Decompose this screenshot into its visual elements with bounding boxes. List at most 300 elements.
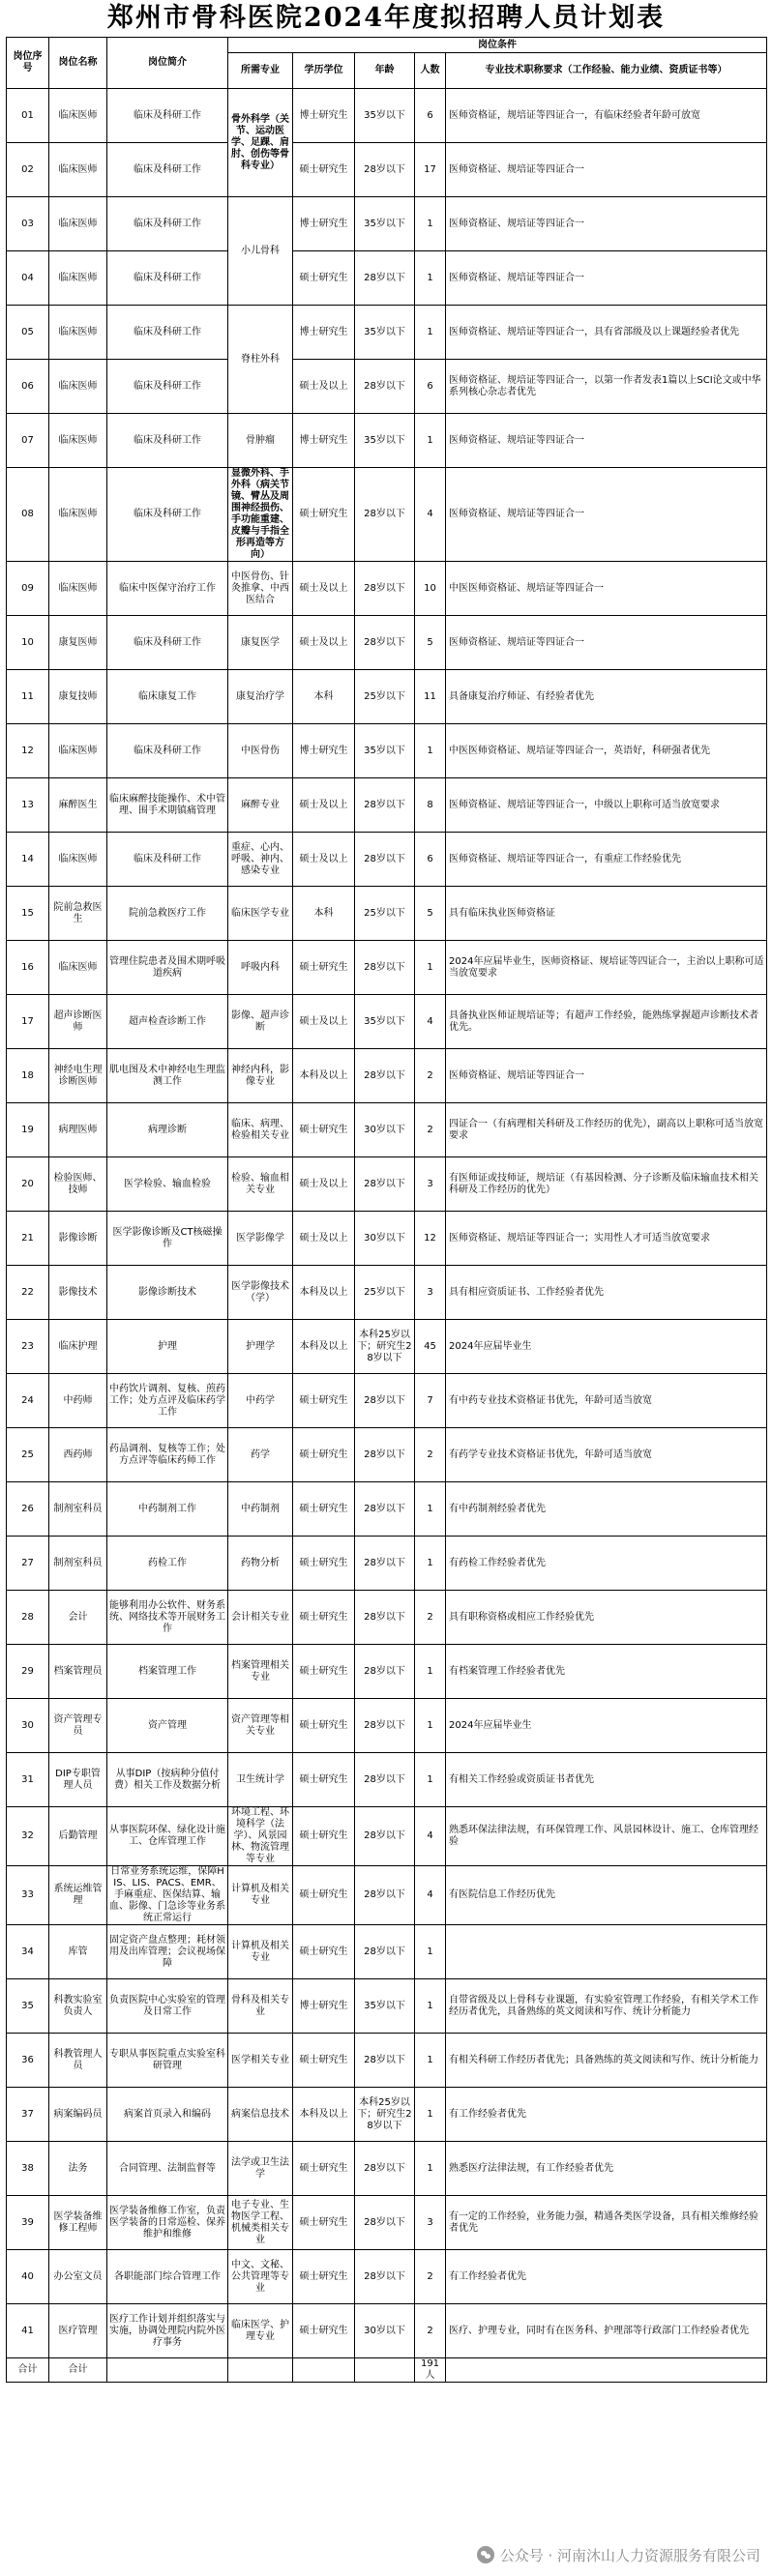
- row-req: 医疗、护理专业，同时有在医务科、护理部等行政部门工作经验者优先: [446, 2304, 767, 2358]
- row-intro: 影像诊断技术: [107, 1266, 228, 1320]
- row-major: 呼吸内科: [228, 941, 293, 995]
- row-edu: 硕士及以上: [293, 1157, 355, 1212]
- row-name: 临床医师: [49, 251, 107, 306]
- row-count: 2: [415, 1428, 446, 1482]
- row-count: 6: [415, 360, 446, 414]
- row-edu: 硕士研究生: [293, 1374, 355, 1428]
- row-seq: 03: [7, 197, 49, 251]
- row-count: 10: [415, 562, 446, 616]
- row-intro: 肌电图及术中神经电生理监测工作: [107, 1049, 228, 1103]
- header-conditions: 岗位条件: [228, 38, 767, 53]
- table-body: [7, 89, 767, 2358]
- row-name: DIP专职管理人员: [49, 1753, 107, 1807]
- row-intro: 资产管理: [107, 1699, 228, 1753]
- row-edu: 硕士及以上: [293, 833, 355, 887]
- row-name: 临床医师: [49, 306, 107, 360]
- row-intro: 管理住院患者及围术期呼吸道疾病: [107, 941, 228, 995]
- row-age: 28岁以下: [355, 1049, 415, 1103]
- row-intro: 中药制剂工作: [107, 1482, 228, 1537]
- row-req: 有药检工作经验者优先: [446, 1537, 767, 1591]
- table-row: [7, 1753, 767, 1807]
- row-major: 病案信息技术: [228, 2088, 293, 2142]
- row-edu: 硕士及以上: [293, 562, 355, 616]
- row-req: 2024年应届毕业生: [446, 1320, 767, 1374]
- row-edu: 硕士研究生: [293, 1699, 355, 1753]
- header-intro: 岗位简介: [107, 38, 228, 89]
- row-intro: 固定资产盘点整理；耗材领用及出库管理；会议视场保障: [107, 1925, 228, 1979]
- row-major: 药学: [228, 1428, 293, 1482]
- row-major: 电子专业、生物医学工程、机械类相关专业: [228, 2196, 293, 2250]
- row-age: 25岁以下: [355, 1266, 415, 1320]
- row-count: 1: [415, 197, 446, 251]
- row-age: 28岁以下: [355, 2142, 415, 2196]
- row-intro: 临床麻醉技能操作、术中管理、围手术期镇痛管理: [107, 778, 228, 833]
- table-row: [7, 1049, 767, 1103]
- row-age: 35岁以下: [355, 724, 415, 778]
- row-age: 28岁以下: [355, 1699, 415, 1753]
- row-age: 28岁以下: [355, 143, 415, 197]
- row-edu: 本科: [293, 670, 355, 724]
- row-name: 制剂室科员: [49, 1482, 107, 1537]
- row-edu: 博士研究生: [293, 414, 355, 468]
- row-edu: 硕士及以上: [293, 1212, 355, 1266]
- row-req: 医师资格证、规培证等四证合一，中级以上职称可适当放宽要求: [446, 778, 767, 833]
- row-age: 本科25岁以下；研究生28岁以下: [355, 2088, 415, 2142]
- row-count: 4: [415, 1866, 446, 1925]
- row-req: 有相关工作经验或资质证书者优先: [446, 1753, 767, 1807]
- row-seq: 06: [7, 360, 49, 414]
- row-req: 2024年应届毕业生: [446, 1699, 767, 1753]
- row-edu: 硕士及以上: [293, 616, 355, 670]
- table-row: [7, 468, 767, 562]
- row-age: 28岁以下: [355, 2250, 415, 2304]
- row-edu: 本科: [293, 887, 355, 941]
- row-intro: 临床及科研工作: [107, 468, 228, 562]
- row-intro: 病案首页录入和编码: [107, 2088, 228, 2142]
- row-major: 卫生统计学: [228, 1753, 293, 1807]
- row-req: 医师资格证、规培证等四证合一: [446, 468, 767, 562]
- row-intro: 医学检验、输血检验: [107, 1157, 228, 1212]
- row-req: 医师资格证、规培证等四证合一: [446, 616, 767, 670]
- table-row: [7, 1537, 767, 1591]
- row-req: 有医师证或技师证，规培证（有基因检测、分子诊断及临床输血技术相关科研及工作经历的优先）: [446, 1157, 767, 1212]
- row-intro: 合同管理、法制监督等: [107, 2142, 228, 2196]
- row-name: 康复技师: [49, 670, 107, 724]
- row-req: 有档案管理工作经验者优先: [446, 1645, 767, 1699]
- row-name: 临床医师: [49, 360, 107, 414]
- row-seq: 27: [7, 1537, 49, 1591]
- row-count: 1: [415, 724, 446, 778]
- watermark: [477, 2541, 760, 2570]
- table-row: [7, 1482, 767, 1537]
- row-count: 1: [415, 1537, 446, 1591]
- table-row: [7, 2196, 767, 2250]
- row-name: 法务: [49, 2142, 107, 2196]
- row-intro: 中药饮片调剂、复核、煎药工作；处方点评及临床药学工作: [107, 1374, 228, 1428]
- row-major: 医学影像技术（学）: [228, 1266, 293, 1320]
- row-name: 医疗管理: [49, 2304, 107, 2358]
- row-seq: 15: [7, 887, 49, 941]
- total-count: 191人: [415, 2358, 446, 2383]
- row-age: 30岁以下: [355, 1212, 415, 1266]
- row-name: 办公室文员: [49, 2250, 107, 2304]
- row-seq: 08: [7, 468, 49, 562]
- row-edu: 硕士研究生: [293, 468, 355, 562]
- row-intro: 能够利用办公软件、财务系统、网络技术等开展财务工作: [107, 1591, 228, 1645]
- row-intro: 负责医院中心实验室的管理及日常工作: [107, 1979, 228, 2034]
- row-count: 2: [415, 1591, 446, 1645]
- row-count: 1: [415, 2034, 446, 2088]
- table-row: [7, 1979, 767, 2034]
- row-age: 35岁以下: [355, 995, 415, 1049]
- row-name: 临床医师: [49, 833, 107, 887]
- table-row: [7, 2088, 767, 2142]
- row-name: 西药师: [49, 1428, 107, 1482]
- row-intro: 超声检查诊断工作: [107, 995, 228, 1049]
- row-name: 院前急救医生: [49, 887, 107, 941]
- table-row: [7, 670, 767, 724]
- row-name: 临床医师: [49, 724, 107, 778]
- row-edu: 硕士研究生: [293, 251, 355, 306]
- row-age: 28岁以下: [355, 1866, 415, 1925]
- row-intro: 医学装备维修工作室，负责医学装备的日常巡检、保养维护和维修: [107, 2196, 228, 2250]
- row-count: 1: [415, 1753, 446, 1807]
- row-seq: 18: [7, 1049, 49, 1103]
- row-edu: 硕士研究生: [293, 1591, 355, 1645]
- row-major: 脊柱外科: [228, 306, 293, 414]
- row-age: 28岁以下: [355, 1753, 415, 1807]
- row-name: 医学装备维修工程师: [49, 2196, 107, 2250]
- row-seq: 41: [7, 2304, 49, 2358]
- row-age: 28岁以下: [355, 1374, 415, 1428]
- row-intro: 临床及科研工作: [107, 143, 228, 197]
- row-intro: 临床及科研工作: [107, 89, 228, 143]
- row-req: 医师资格证，规培证等四证合一，有临床经验者年龄可放宽: [446, 89, 767, 143]
- row-name: 临床医师: [49, 562, 107, 616]
- table-row: [7, 1266, 767, 1320]
- row-count: 1: [415, 1979, 446, 2034]
- row-count: 1: [415, 414, 446, 468]
- row-req: 熟悉环保法律法规，有环保管理工作、风景园林设计、施工、仓库管理经验: [446, 1807, 767, 1866]
- row-seq: 33: [7, 1866, 49, 1925]
- row-edu: 硕士研究生: [293, 1537, 355, 1591]
- table-row: [7, 2034, 767, 2088]
- row-edu: 硕士研究生: [293, 1866, 355, 1925]
- row-count: 1: [415, 1925, 446, 1979]
- row-major: 检验、输血相关专业: [228, 1157, 293, 1212]
- header-name: 岗位名称: [49, 38, 107, 89]
- row-count: 4: [415, 1807, 446, 1866]
- row-count: 6: [415, 833, 446, 887]
- row-age: 30岁以下: [355, 2304, 415, 2358]
- row-req: 有工作经验者优先: [446, 2250, 767, 2304]
- table-row: [7, 724, 767, 778]
- row-intro: 临床及科研工作: [107, 251, 228, 306]
- row-major: 中医骨伤: [228, 724, 293, 778]
- row-req: 医师资格证、规培证等四证合一，以第一作者发表1篇以上SCI论文或中华系列核心杂志者优先: [446, 360, 767, 414]
- header-edu: 学历学位: [293, 53, 355, 89]
- row-seq: 23: [7, 1320, 49, 1374]
- row-name: 系统运维管理: [49, 1866, 107, 1925]
- table-row: [7, 562, 767, 616]
- row-req: 有工作经验者优先: [446, 2088, 767, 2142]
- row-req: 有中药制剂经验者优先: [446, 1482, 767, 1537]
- row-edu: 博士研究生: [293, 1979, 355, 2034]
- row-count: 6: [415, 89, 446, 143]
- row-intro: 院前急救医疗工作: [107, 887, 228, 941]
- row-intro: 临床及科研工作: [107, 360, 228, 414]
- row-age: 28岁以下: [355, 2034, 415, 2088]
- row-major: 医学影像学: [228, 1212, 293, 1266]
- row-count: 1: [415, 2088, 446, 2142]
- row-name: 科教实验室负责人: [49, 1979, 107, 2034]
- row-name: 病案编码员: [49, 2088, 107, 2142]
- row-major: 中药制剂: [228, 1482, 293, 1537]
- row-major: 康复治疗学: [228, 670, 293, 724]
- row-seq: 20: [7, 1157, 49, 1212]
- row-age: 28岁以下: [355, 1591, 415, 1645]
- row-name: 临床医师: [49, 941, 107, 995]
- row-age: 25岁以下: [355, 887, 415, 941]
- row-age: 28岁以下: [355, 1537, 415, 1591]
- table-row: [7, 197, 767, 251]
- row-age: 28岁以下: [355, 1925, 415, 1979]
- row-edu: 博士研究生: [293, 197, 355, 251]
- row-name: 超声诊断医师: [49, 995, 107, 1049]
- row-edu: 硕士研究生: [293, 143, 355, 197]
- row-req: 医师资格证、规培证等四证合一；实用性人才可适当放宽要求: [446, 1212, 767, 1266]
- row-req: 四证合一（有病理相关科研及工作经历的优先），副高以上职称可适当放宽要求: [446, 1103, 767, 1157]
- row-intro: 临床及科研工作: [107, 724, 228, 778]
- row-name: 临床医师: [49, 468, 107, 562]
- row-edu: 硕士研究生: [293, 2142, 355, 2196]
- row-edu: 博士研究生: [293, 724, 355, 778]
- table-row: [7, 833, 767, 887]
- row-seq: 22: [7, 1266, 49, 1320]
- table-row: [7, 414, 767, 468]
- table-row: [7, 2304, 767, 2358]
- row-count: 2: [415, 1103, 446, 1157]
- row-intro: 病理诊断: [107, 1103, 228, 1157]
- row-seq: 31: [7, 1753, 49, 1807]
- watermark-text: 公众号 · 河南沐山人力资源服务有限公司: [499, 2547, 760, 2564]
- row-seq: 40: [7, 2250, 49, 2304]
- row-edu: 硕士研究生: [293, 1807, 355, 1866]
- row-count: 17: [415, 143, 446, 197]
- row-name: 临床医师: [49, 414, 107, 468]
- row-seq: 05: [7, 306, 49, 360]
- row-age: 28岁以下: [355, 778, 415, 833]
- row-edu: 硕士及以上: [293, 995, 355, 1049]
- table-row: [7, 89, 767, 143]
- row-seq: 04: [7, 251, 49, 306]
- table-row: [7, 778, 767, 833]
- row-intro: 各职能部门综合管理工作: [107, 2250, 228, 2304]
- header-count: 人数: [415, 53, 446, 89]
- row-seq: 10: [7, 616, 49, 670]
- row-count: 3: [415, 1266, 446, 1320]
- row-count: 1: [415, 1482, 446, 1537]
- row-edu: 硕士及以上: [293, 360, 355, 414]
- row-intro: 临床中医保守治疗工作: [107, 562, 228, 616]
- row-seq: 39: [7, 2196, 49, 2250]
- row-count: 2: [415, 1049, 446, 1103]
- row-edu: 本科及以上: [293, 1049, 355, 1103]
- row-req: 有药学专业技术资格证书优先，年龄可适当放宽: [446, 1428, 767, 1482]
- row-count: 2: [415, 2304, 446, 2358]
- row-seq: 29: [7, 1645, 49, 1699]
- row-seq: 21: [7, 1212, 49, 1266]
- row-seq: 32: [7, 1807, 49, 1866]
- row-seq: 14: [7, 833, 49, 887]
- row-name: 检验医师、技师: [49, 1157, 107, 1212]
- row-seq: 24: [7, 1374, 49, 1428]
- row-req: 具有职称资格或相应工作经验优先: [446, 1591, 767, 1645]
- row-age: 35岁以下: [355, 89, 415, 143]
- table-row: [7, 360, 767, 414]
- row-major: 环境工程、环境科学（法学）、风景园林、物流管理等专业: [228, 1807, 293, 1866]
- row-age: 28岁以下: [355, 360, 415, 414]
- row-count: 1: [415, 1699, 446, 1753]
- row-age: 35岁以下: [355, 1979, 415, 2034]
- row-edu: 硕士研究生: [293, 1103, 355, 1157]
- row-name: 神经电生理诊断医师: [49, 1049, 107, 1103]
- row-major: 药物分析: [228, 1537, 293, 1591]
- row-age: 30岁以下: [355, 1103, 415, 1157]
- row-edu: 硕士研究生: [293, 941, 355, 995]
- row-edu: 本科及以上: [293, 2088, 355, 2142]
- table-row: [7, 1157, 767, 1212]
- table-row: [7, 251, 767, 306]
- row-seq: 35: [7, 1979, 49, 2034]
- row-req: 具备执业医师证规培证等；有超声工作经验，能熟练掌握超声诊断技术者优先。: [446, 995, 767, 1049]
- row-count: 45: [415, 1320, 446, 1374]
- table-row: [7, 1103, 767, 1157]
- row-edu: 本科及以上: [293, 1266, 355, 1320]
- row-seq: 09: [7, 562, 49, 616]
- table-row: [7, 143, 767, 197]
- header-req: 专业技术职称要求（工作经验、能力业绩、资质证书等）: [446, 53, 767, 89]
- row-edu: 硕士研究生: [293, 2196, 355, 2250]
- row-major: 康复医学: [228, 616, 293, 670]
- row-age: 28岁以下: [355, 2196, 415, 2250]
- row-age: 28岁以下: [355, 468, 415, 562]
- row-intro: 临床及科研工作: [107, 616, 228, 670]
- header-age: 年龄: [355, 53, 415, 89]
- row-edu: 博士研究生: [293, 306, 355, 360]
- row-intro: 专职从事医院重点实验室科研管理: [107, 2034, 228, 2088]
- row-intro: 护理: [107, 1320, 228, 1374]
- row-count: 3: [415, 2196, 446, 2250]
- row-req: 具备康复治疗师证、有经验者优先: [446, 670, 767, 724]
- table-row: [7, 616, 767, 670]
- row-intro: 档案管理工作: [107, 1645, 228, 1699]
- row-intro: 从事DIP（按病种分值付费）相关工作及数据分析: [107, 1753, 228, 1807]
- row-req: 自带省级及以上骨科专业课题，有实验室管理工作经验，有相关学术工作经历者优先，具备熟练的英文阅读和写作、统计分析能力: [446, 1979, 767, 2034]
- table-row: [7, 1866, 767, 1925]
- row-intro: 药品调剂、复核等工作；处方点评等临床药师工作: [107, 1428, 228, 1482]
- row-edu: 硕士及以上: [293, 778, 355, 833]
- row-edu: 硕士研究生: [293, 2034, 355, 2088]
- row-intro: 临床及科研工作: [107, 414, 228, 468]
- row-age: 35岁以下: [355, 414, 415, 468]
- table-row: [7, 2142, 767, 2196]
- row-req: 熟悉医疗法律法规，有工作经验者优先: [446, 2142, 767, 2196]
- row-major: 计算机及相关专业: [228, 1925, 293, 1979]
- row-req: 医师资格证、规培证等四证合一: [446, 251, 767, 306]
- row-name: 制剂室科员: [49, 1537, 107, 1591]
- row-seq: 11: [7, 670, 49, 724]
- row-req: 有相关科研工作经历者优先；具备熟练的英文阅读和写作、统计分析能力: [446, 2034, 767, 2088]
- row-count: 2: [415, 2250, 446, 2304]
- row-req: 具有相应资质证书、工作经验者优先: [446, 1266, 767, 1320]
- row-count: 1: [415, 2142, 446, 2196]
- row-major: 麻醉专业: [228, 778, 293, 833]
- row-req: 有中药专业技术资格证书优先，年龄可适当放宽: [446, 1374, 767, 1428]
- row-age: 28岁以下: [355, 1645, 415, 1699]
- row-major: 计算机及相关专业: [228, 1866, 293, 1925]
- row-name: 档案管理员: [49, 1645, 107, 1699]
- row-seq: 38: [7, 2142, 49, 2196]
- row-req: 有医院信息工作经历优先: [446, 1866, 767, 1925]
- row-age: 28岁以下: [355, 941, 415, 995]
- row-edu: 硕士研究生: [293, 1753, 355, 1807]
- row-major: 骨科及相关专业: [228, 1979, 293, 2034]
- table-row: [7, 1925, 767, 1979]
- row-seq: 30: [7, 1699, 49, 1753]
- row-name: 科教管理人员: [49, 2034, 107, 2088]
- row-major: 中医骨伤、针灸推拿、中西医结合: [228, 562, 293, 616]
- row-req: 有一定的工作经验，业务能力强，精通各类医学设备，具有相关维修经验者优先: [446, 2196, 767, 2250]
- row-major: 档案管理相关专业: [228, 1645, 293, 1699]
- table-row: [7, 2250, 767, 2304]
- row-age: 28岁以下: [355, 1807, 415, 1866]
- row-count: 8: [415, 778, 446, 833]
- row-age: 28岁以下: [355, 251, 415, 306]
- row-name: 影像诊断: [49, 1212, 107, 1266]
- row-name: 库管: [49, 1925, 107, 1979]
- table-row: [7, 1807, 767, 1866]
- row-count: 1: [415, 1645, 446, 1699]
- row-count: 11: [415, 670, 446, 724]
- row-name: 临床医师: [49, 197, 107, 251]
- row-seq: 37: [7, 2088, 49, 2142]
- row-seq: 26: [7, 1482, 49, 1537]
- row-intro: 日常业务系统运维，保障HIS、LIS、PACS、EMR、手麻重症、医保结算、输血、影像、门急诊等业务系统正常运行: [107, 1866, 228, 1925]
- row-age: 28岁以下: [355, 833, 415, 887]
- row-edu: 硕士研究生: [293, 1925, 355, 1979]
- row-intro: 医学影像诊断及CT核磁操作: [107, 1212, 228, 1266]
- row-age: 本科25岁以下；研究生28岁以下: [355, 1320, 415, 1374]
- row-name: 中药师: [49, 1374, 107, 1428]
- row-req: 2024年应届毕业生，医师资格证、规培证等四证合一，主治以上职称可适当放宽要求: [446, 941, 767, 995]
- row-intro: 临床及科研工作: [107, 197, 228, 251]
- row-count: 4: [415, 468, 446, 562]
- row-req: 医师资格证、规培证等四证合一: [446, 143, 767, 197]
- row-major: 临床医学、护理专业: [228, 2304, 293, 2358]
- row-req: 中医医师资格证、规培证等四证合一，英语好，科研强者优先: [446, 724, 767, 778]
- row-edu: 硕士研究生: [293, 1482, 355, 1537]
- row-major: 临床、病理、检验相关专业: [228, 1103, 293, 1157]
- table-row: [7, 887, 767, 941]
- row-major: 影像、超声诊断: [228, 995, 293, 1049]
- row-req: 具有临床执业医师资格证: [446, 887, 767, 941]
- row-seq: 28: [7, 1591, 49, 1645]
- row-seq: 13: [7, 778, 49, 833]
- row-major: 骨外科学（关节、运动医学、足踝、肩肘、创伤等骨科专业）: [228, 89, 293, 197]
- row-intro: 从事医院环保、绿化设计施工、仓库管理工作: [107, 1807, 228, 1866]
- table-row: [7, 306, 767, 360]
